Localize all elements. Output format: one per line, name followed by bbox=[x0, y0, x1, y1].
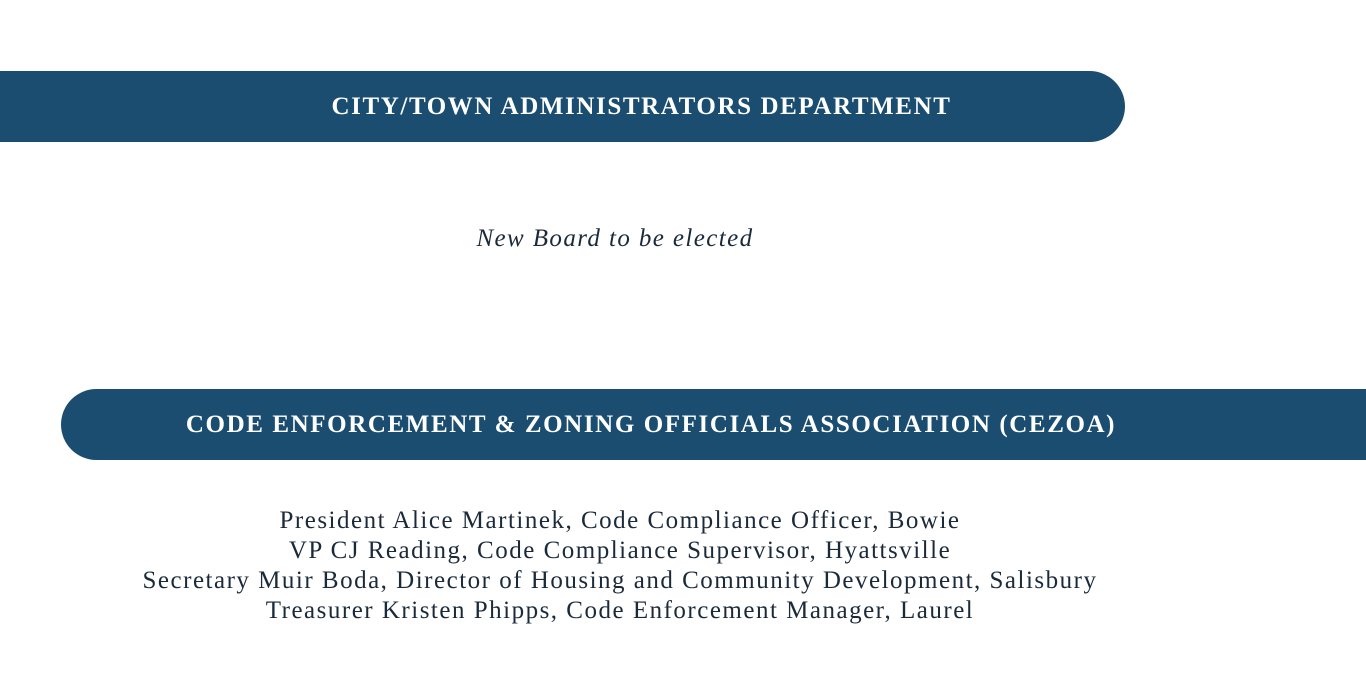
section-banner-cezoa bbox=[61, 389, 1366, 460]
board-election-note: New Board to be elected bbox=[476, 225, 754, 252]
section-title: CODE ENFORCEMENT & ZONING OFFICIALS ASSOCIATION (CEZOA) bbox=[185, 410, 1117, 438]
section-title: CITY/TOWN ADMINISTRATORS DEPARTMENT bbox=[331, 92, 952, 120]
officer-vice-president: VP CJ Reading, Code Compliance Supervisor, Hyattsville bbox=[288, 537, 952, 564]
officer-treasurer: Treasurer Kristen Phipps, Code Enforcement Manager, Laurel bbox=[265, 597, 975, 624]
officer-secretary: Secretary Muir Boda, Director of Housing and Community Development, Salisbury bbox=[142, 567, 1098, 594]
section-banner-city-town-administrators bbox=[0, 71, 1125, 142]
officer-list bbox=[0, 506, 1240, 626]
officer-president: President Alice Martinek, Code Compliance Officer, Bowie bbox=[279, 507, 961, 534]
